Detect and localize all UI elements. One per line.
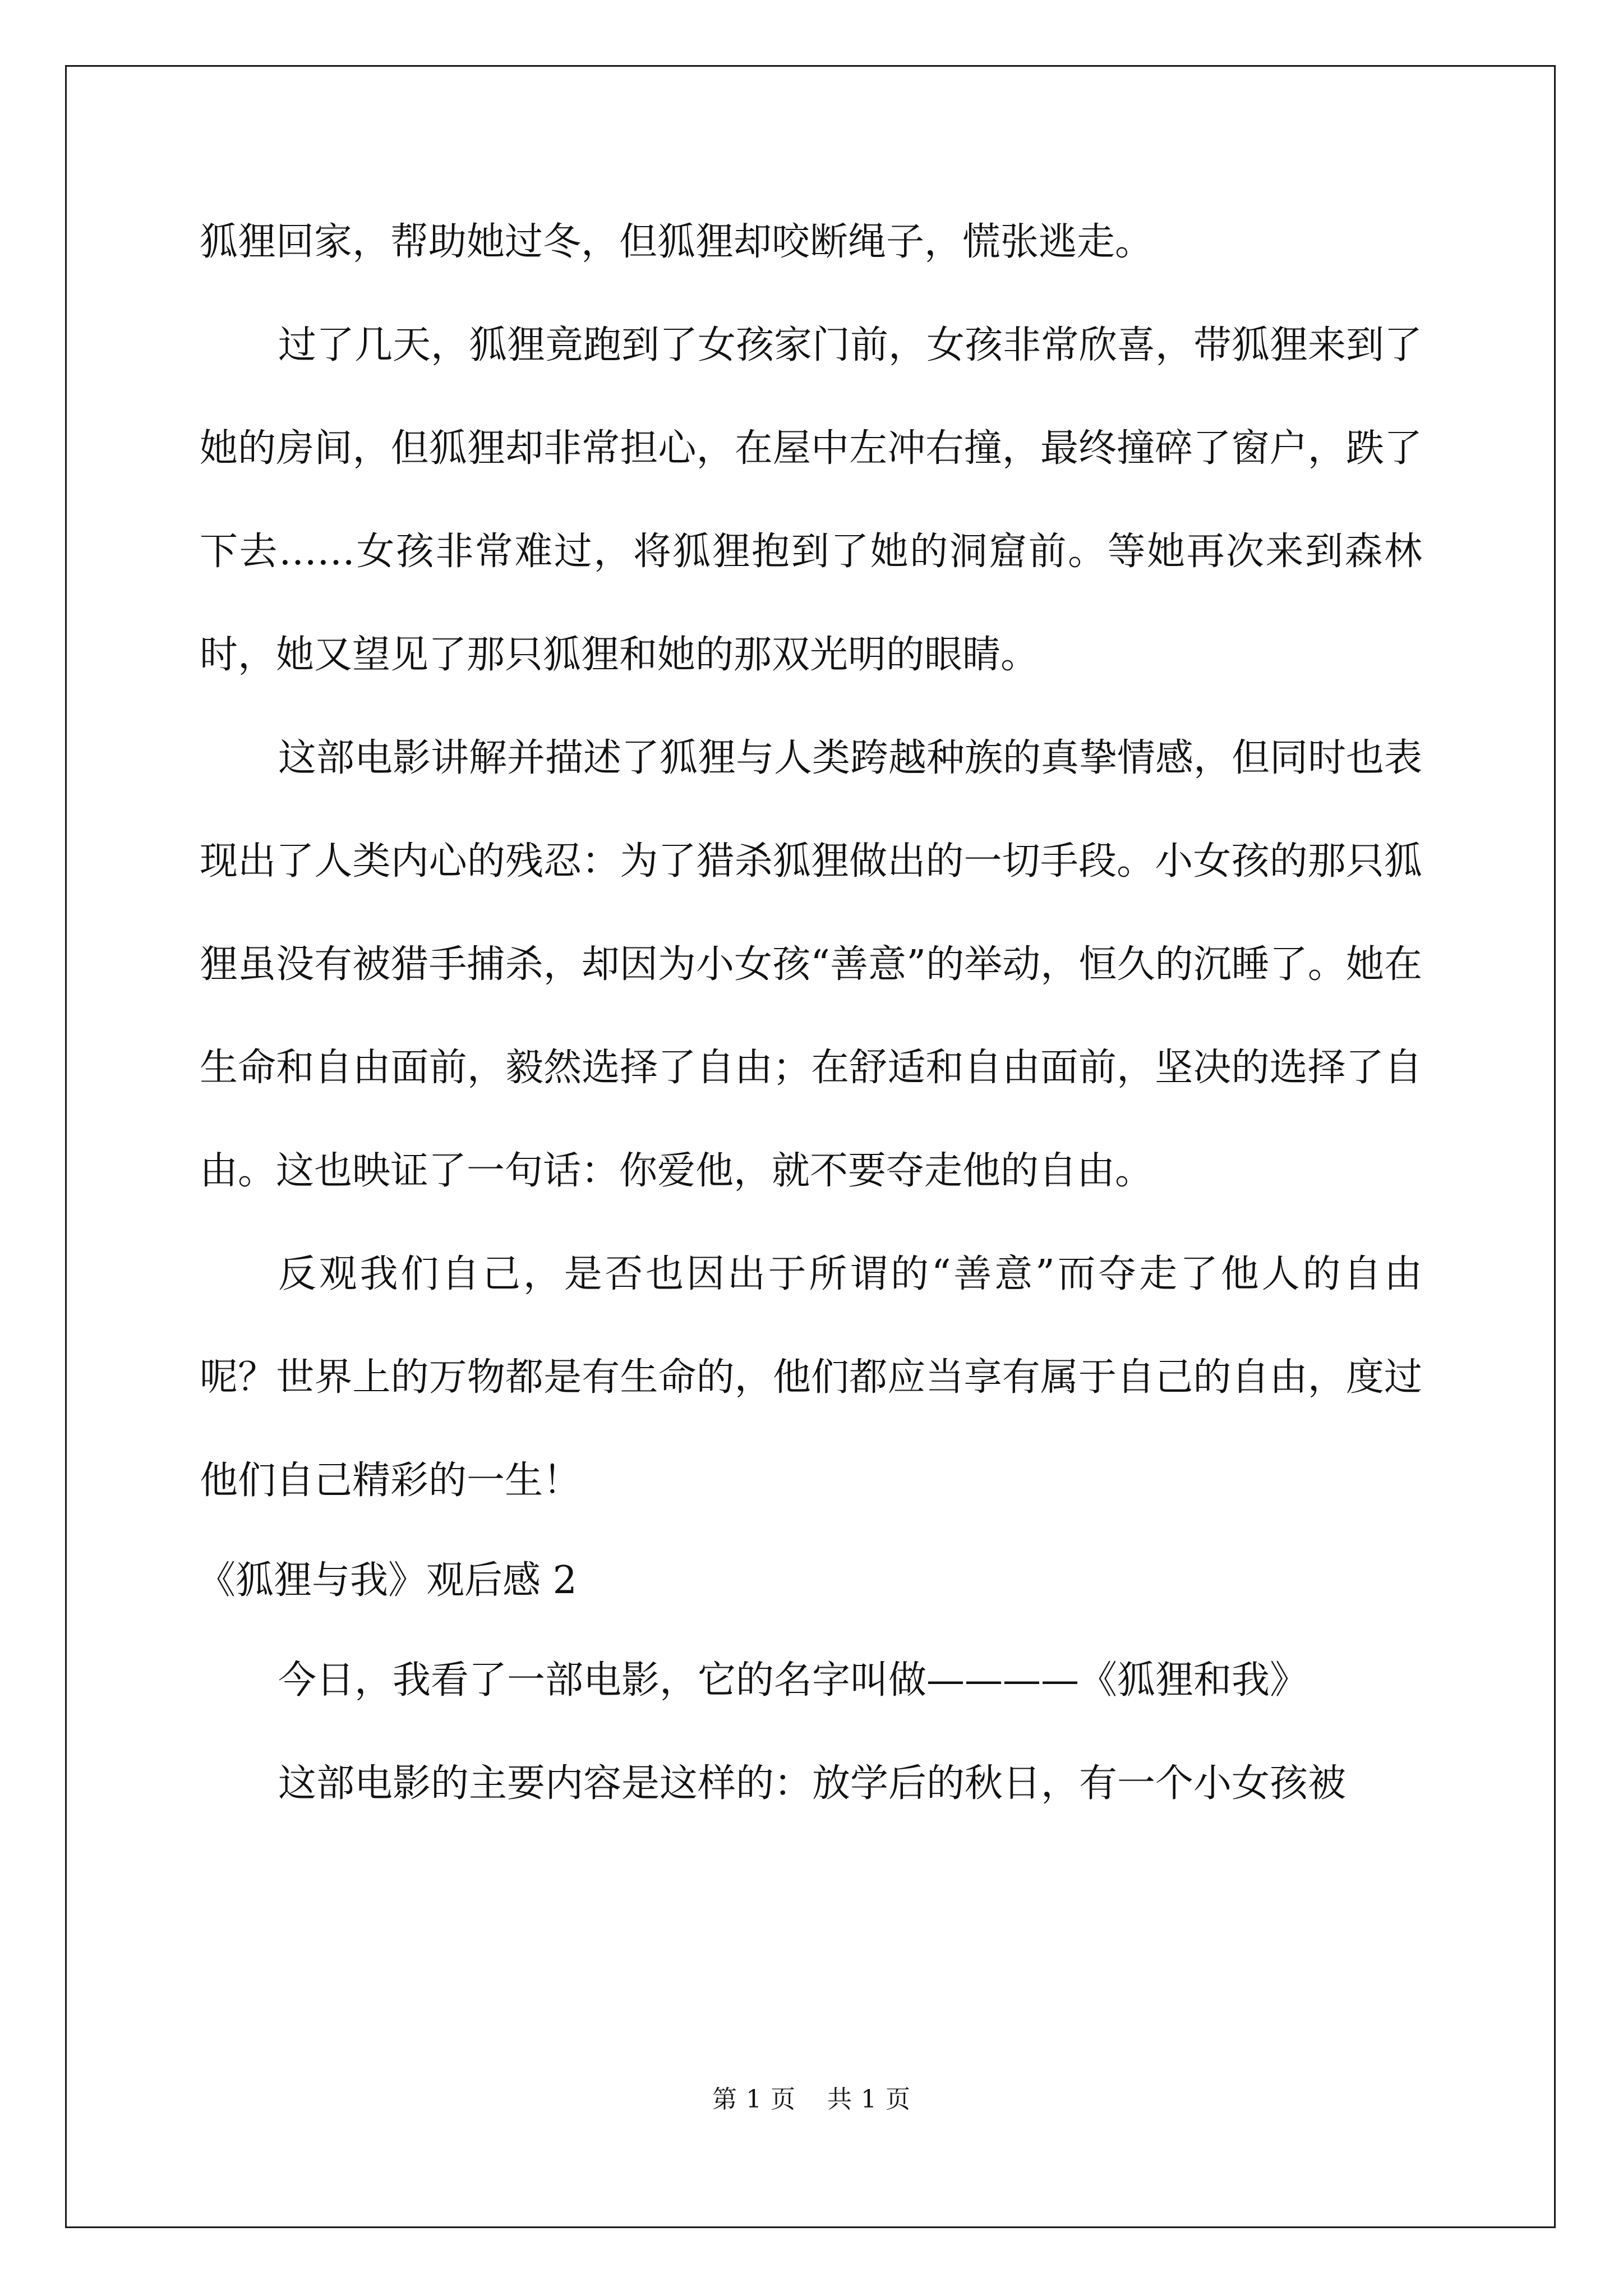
page-number: 第 1 页 <box>712 2085 796 2114</box>
paragraph-3: 这部电影讲解并描述了狐狸与人类跨越种族的真挚情感，但同时也表现出了人类内心的残忍：为了猎杀狐狸做出的一切手段。小女孩的那只狐狸虽没有被猎手捕杀，却因为小女孩“善意”的举动，恒久的沉睡了。她在生命和自由面前，毅然选择了自由；在舒适和自由面前，坚决的选择了自由。这也映证了一句话：你爱他，就不要夺走他的自由。 <box>200 736 1423 1193</box>
paragraph-2: 过了几天，狐狸竟跑到了女孩家门前，女孩非常欣喜，带狐狸来到了她的房间，但狐狸却非常担心，在屋中左冲右撞，最终撞碎了窗户，跌了下去……女孩非常难过，将狐狸抱到了她的洞窟前。等她再次来到森林时，她又望见了那只狐狸和她的那双光明的眼睛。 <box>200 323 1423 677</box>
paragraph-4: 反观我们自己，是否也因出于所谓的“善意”而夺走了他人的自由呢？世界上的万物都是有生命的，他们都应当享有属于自己的自由，度过他们自己精彩的一生！ <box>200 1252 1422 1503</box>
document-body <box>197 191 1423 1835</box>
page-footer <box>0 2079 1623 2115</box>
page-total: 共 1 页 <box>827 2085 911 2114</box>
paragraph-1: 狐狸回家，帮助她过冬，但狐狸却咬断绳子，慌张逃走。 <box>200 220 1154 264</box>
paragraph-6: 这部电影的主要内容是这样的：放学后的秋日，有一个小女孩被 <box>278 1761 1347 1806</box>
section-heading: 《狐狸与我》观后感 2 <box>197 1558 577 1603</box>
paragraph-5: 今日，我看了一部电影，它的名字叫做————《狐狸和我》 <box>278 1658 1308 1703</box>
